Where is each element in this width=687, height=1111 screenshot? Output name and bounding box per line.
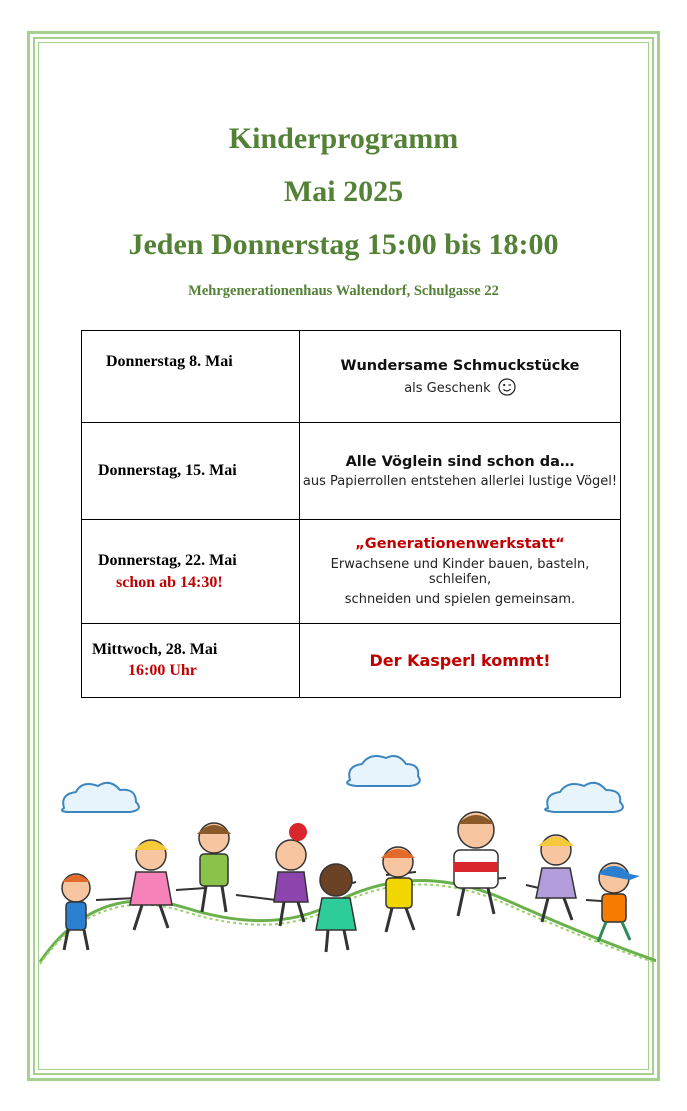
winking-smiley-icon: [498, 378, 516, 396]
event-title: Wundersame Schmuckstücke: [340, 357, 580, 374]
child-8: [536, 835, 576, 922]
children-holding-hands-illustration: [36, 750, 656, 980]
event-date: Donnerstag, 15. Mai: [98, 462, 237, 479]
cloud-icon: [347, 756, 420, 786]
child-1: [62, 874, 90, 950]
child-9: [598, 863, 640, 942]
event-note: schon ab 14:30!: [116, 573, 223, 591]
program-month: Mai 2025: [283, 175, 404, 208]
event-date-cell: [82, 520, 300, 624]
event-description-cell: [300, 423, 621, 520]
event-detail: schneiden und spielen gemeinsam.: [344, 592, 576, 607]
event-detail: Erwachsene und Kinder bauen, basteln, schleifen,: [330, 557, 590, 587]
event-date: Mittwoch, 28. Mai: [92, 641, 218, 658]
event-title: „Generationenwerkstatt“: [355, 536, 565, 552]
table-row: [82, 423, 621, 520]
event-date: Donnerstag 8. Mai: [106, 353, 233, 370]
cloud-icon: [545, 783, 623, 812]
event-title: Alle Vöglein sind schon da…: [345, 453, 575, 470]
child-7: [454, 812, 498, 916]
event-note: 16:00 Uhr: [128, 662, 197, 679]
event-description-cell: [300, 520, 621, 624]
program-schedule: Jeden Donnerstag 15:00 bis 18:00: [128, 228, 559, 261]
event-date-cell: [82, 423, 300, 520]
child-4: [274, 823, 308, 926]
event-description-cell: [300, 331, 621, 423]
cloud-icon: [62, 783, 139, 812]
event-date-cell: [82, 331, 300, 423]
child-3: [197, 823, 231, 912]
child-5: [316, 864, 356, 952]
event-description-cell: [300, 624, 621, 698]
event-date: Donnerstag, 22. Mai: [98, 551, 237, 569]
event-detail: aus Papierrollen entstehen allerlei lustige Vögel!: [302, 473, 618, 489]
child-6: [381, 847, 415, 932]
program-title: Kinderprogramm: [228, 122, 459, 155]
event-title: Der Kasperl kommt!: [369, 651, 551, 670]
event-detail: als Geschenk: [404, 380, 491, 396]
table-row: [82, 331, 621, 423]
event-date-cell: [82, 624, 300, 698]
program-location: Mehrgenerationenhaus Waltendorf, Schulgasse 22: [188, 283, 499, 299]
program-table: [81, 330, 621, 698]
table-row: [82, 624, 621, 698]
table-row: [82, 520, 621, 624]
child-2: [130, 840, 172, 930]
